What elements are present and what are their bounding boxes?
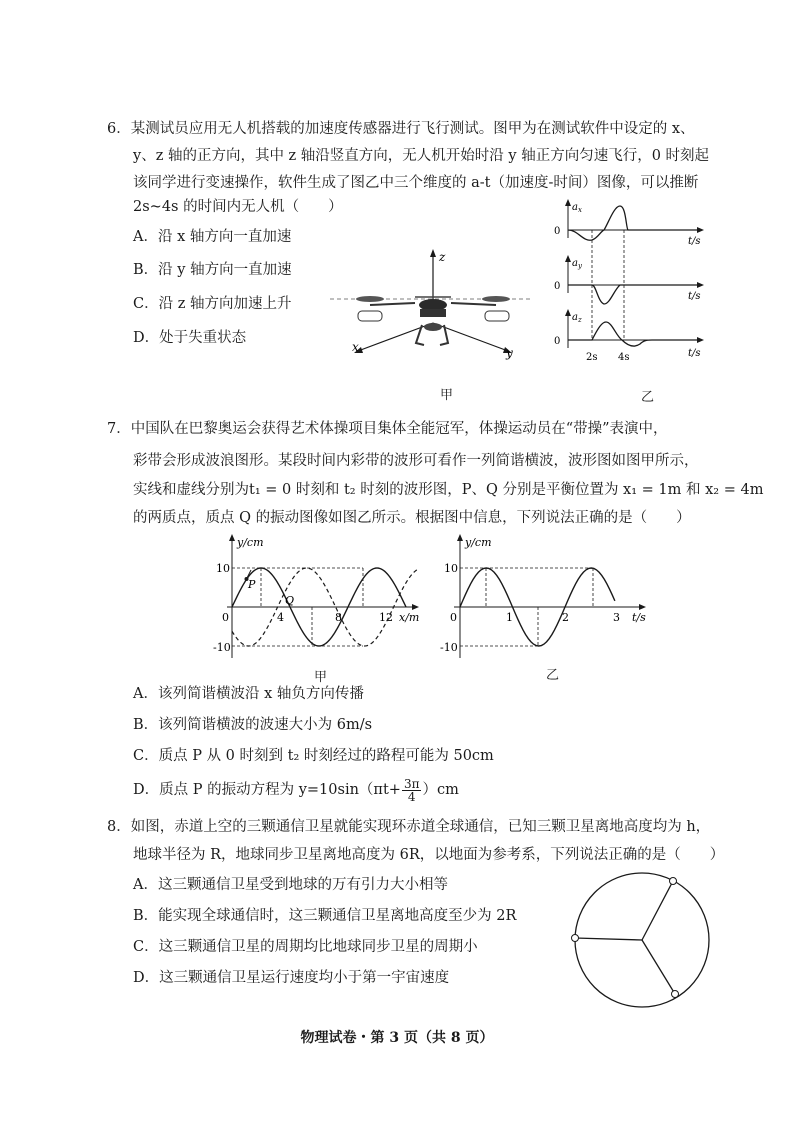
satellite-figure xyxy=(566,870,716,1010)
q6-line-1: 6．某测试员应用无人机搭载的加速度传感器进行飞行测试。图甲为在测试软件中设定的 x、 xyxy=(107,121,695,137)
ay-zero-label: 0 xyxy=(554,281,561,292)
q6-line-3: 该同学进行变速操作，软件生成了图乙中三个维度的 a-t（加速度-时间）图像，可以推断 xyxy=(133,175,699,191)
drone-axis-z-label: z xyxy=(439,250,446,264)
wave-y-top: 10 xyxy=(216,562,230,575)
tick-4s: 4s xyxy=(618,352,630,363)
q7-option-d: D．质点 P 的振动方程为 y=10sin（πt+ $\frac{3\pi}{4}$ ）cm xyxy=(133,776,459,804)
az-t-label: t/s xyxy=(688,348,701,359)
q8-line-2: 地球半径为 R，地球同步卫星离地高度为 6R，以地面为参考系，下列说法正确的是（ ） xyxy=(133,847,725,863)
vib-y-bottom: -10 xyxy=(440,641,458,654)
q7-option-c: C．质点 P 从 0 时刻到 t₂ 时刻经过的路程可能为 50cm xyxy=(133,748,494,764)
point-q-label: Q xyxy=(285,594,295,607)
ax-zero-label: 0 xyxy=(554,226,561,237)
vibration-figure xyxy=(442,530,662,665)
ay-t-label: t/s xyxy=(688,291,701,302)
vib-tick-2: 2 xyxy=(562,611,569,624)
vib-origin: 0 xyxy=(450,611,457,624)
q6-fig-yi-caption: 乙 xyxy=(641,390,655,405)
wave-tick-8: 8 xyxy=(335,611,342,624)
q6-fig-jia-caption: 甲 xyxy=(440,388,454,403)
q8-option-b: B．能实现全球通信时，这三颗通信卫星离地高度至少为 2R xyxy=(133,908,517,924)
ax-t-label: t/s xyxy=(688,236,701,247)
q8-option-c: C．这三颗通信卫星的周期均比地球同步卫星的周期小 xyxy=(133,939,478,955)
wave-tick-12: 12 xyxy=(379,611,393,624)
q6-option-c: C．沿 z 轴方向加速上升 xyxy=(133,296,292,312)
drone-body xyxy=(330,296,530,345)
tick-2s: 2s xyxy=(586,352,598,363)
satellite-3 xyxy=(672,991,679,998)
wave-xlabel: x/m xyxy=(399,611,420,624)
q6-option-d: D．处于失重状态 xyxy=(133,330,247,346)
q6-option-b: B．沿 y 轴方向一直加速 xyxy=(133,262,292,278)
q7-fig-jia-caption: 甲 xyxy=(314,670,328,685)
q8-line-1: 8．如图，赤道上空的三颗通信卫星就能实现环赤道全球通信，已知三颗卫星离地高度均为 h， xyxy=(107,819,711,835)
wave-tick-4: 4 xyxy=(277,611,284,624)
page-footer: 物理试卷・第 3 页（共 8 页） xyxy=(300,1030,494,1046)
vib-tick-1: 1 xyxy=(506,611,513,624)
q7-option-a: A．该列简谐横波沿 x 轴负方向传播 xyxy=(133,686,364,702)
satellite-2 xyxy=(572,935,579,942)
wave-figure xyxy=(215,530,430,665)
q7-line-1: 7．中国队在巴黎奥运会获得艺术体操项目集体全能冠军，体操运动员在“带操”表演中， xyxy=(107,421,668,437)
ay-curve xyxy=(568,285,700,304)
q6-line-2: y、z 轴的正方向，其中 z 轴沿竖直方向，无人机开始时沿 y 轴正方向匀速飞行，0 时刻起 xyxy=(133,148,710,164)
az-curve xyxy=(568,322,700,346)
wave-y-bottom: -10 xyxy=(213,641,231,654)
q7-option-b: B．该列简谐横波的波速大小为 6m/s xyxy=(133,717,373,733)
vib-tick-3: 3 xyxy=(613,611,620,624)
drone-axis-x-label: x xyxy=(352,340,359,354)
ay-label: $a_y$ xyxy=(572,258,582,270)
az-label: $a_z$ xyxy=(572,312,582,324)
point-p-label: P xyxy=(248,578,256,591)
q8-option-d: D．这三颗通信卫星运行速度均小于第一宇宙速度 xyxy=(133,970,450,986)
az-zero-label: 0 xyxy=(554,336,561,347)
fraction-3pi-over-4: $\frac{3\pi}{4}$ xyxy=(403,776,420,804)
q7-fig-yi-caption: 乙 xyxy=(546,668,560,683)
drone-figure xyxy=(330,245,530,365)
q7-line-2: 彩带会形成波浪图形。某段时间内彩带的波形可看作一列简谐横波，波形图如图甲所示， xyxy=(133,453,699,469)
a-t-graphs xyxy=(548,198,718,376)
wave-ylabel: y/cm xyxy=(237,536,264,549)
ax-label: $a_x$ xyxy=(572,202,582,214)
wave-origin: 0 xyxy=(222,611,229,624)
q7-line-4: 的两质点，质点 Q 的振动图像如图乙所示。根据图中信息，下列说法正确的是（ ） xyxy=(133,510,691,526)
vib-ylabel: y/cm xyxy=(465,536,492,549)
q6-line-4: 2s~4s 的时间内无人机（ ） xyxy=(133,199,343,215)
ax-curve xyxy=(568,206,700,240)
drone-axis-y-label: y xyxy=(506,346,513,360)
vib-y-top: 10 xyxy=(444,562,458,575)
vib-xlabel: t/s xyxy=(632,611,646,624)
q8-option-a: A．这三颗通信卫星受到地球的万有引力大小相等 xyxy=(133,877,448,893)
q6-option-a: A．沿 x 轴方向一直加速 xyxy=(133,229,292,245)
q7-line-3: 实线和虚线分别为t₁ = 0 时刻和 t₂ 时刻的波形图，P、Q 分别是平衡位置为 x₁ = 1m 和 x₂ = 4m xyxy=(133,482,764,498)
satellite-1 xyxy=(670,878,677,885)
